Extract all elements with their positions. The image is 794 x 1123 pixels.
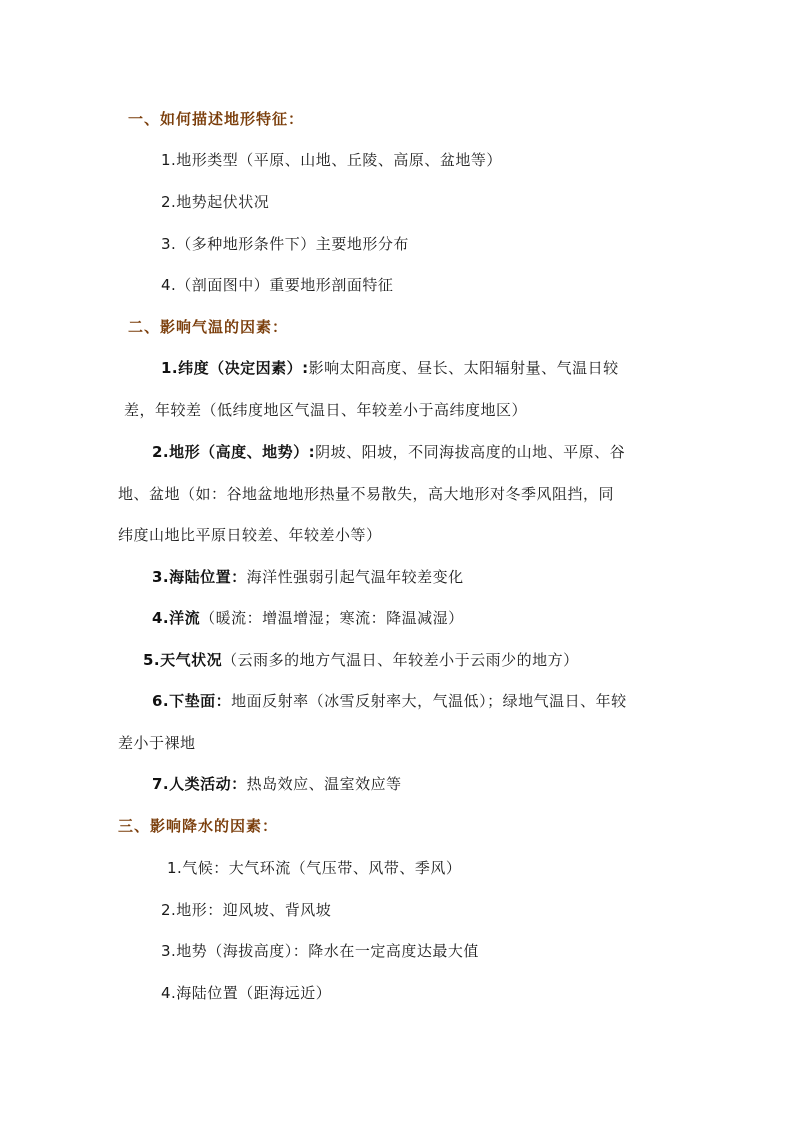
section2-item-7 xyxy=(152,774,402,794)
section2-item-6-label: 6.下垫面： xyxy=(152,692,232,710)
section2-item-3-label: 3.海陆位置： xyxy=(152,568,247,586)
section2-item-4 xyxy=(152,608,464,628)
section1-item-4: 4.（剖面图中）重要地形剖面特征 xyxy=(161,276,394,294)
section2-item-3-text: 海洋性强弱引起气温年较差变化 xyxy=(246,568,464,586)
section2-item-6-text: 地面反射率（冰雪反射率大，气温低）；绿地气温日、年较 xyxy=(231,692,627,710)
section2-item-5-text: （云雨多的地方气温日、年较差小于云雨少的地方） xyxy=(222,651,579,669)
section2-item-3 xyxy=(152,567,464,587)
section2-item-6 xyxy=(152,691,627,711)
section2-item-2-label: 2.地形（高度、地势）: xyxy=(152,443,316,461)
section2-item-1-cont: 差，年较差（低纬度地区气温日、年较差小于高纬度地区） xyxy=(124,401,528,419)
section1-item-3: 3.（多种地形条件下）主要地形分布 xyxy=(161,235,409,253)
section2-item-2-text: 阴坡、阳坡，不同海拔高度的山地、平原、谷 xyxy=(315,443,626,461)
section1-item-1: 1.地形类型（平原、山地、丘陵、高原、盆地等） xyxy=(161,151,502,169)
section3-item-3: 3.地势（海拔高度）：降水在一定高度达最大值 xyxy=(161,942,479,960)
section1-heading: 一、如何描述地形特征： xyxy=(128,110,305,128)
section2-item-2 xyxy=(152,442,625,462)
section2-item-7-text: 热岛效应、温室效应等 xyxy=(246,775,402,793)
section2-item-6-cont: 差小于裸地 xyxy=(118,734,196,752)
section3-heading: 三、影响降水的因素： xyxy=(118,817,279,835)
section3-item-4: 4.海陆位置（距海远近） xyxy=(161,984,332,1002)
section3-item-2: 2.地形：迎风坡、背风坡 xyxy=(161,901,332,919)
section2-item-1-label: 1.纬度（决定因素）: xyxy=(161,359,309,377)
section2-item-4-text: （暖流：增温增湿；寒流：降温减湿） xyxy=(200,609,464,627)
section2-item-1 xyxy=(161,358,619,378)
section2-item-4-label: 4.洋流 xyxy=(152,609,201,627)
section2-item-5 xyxy=(143,650,579,670)
section2-heading: 二、影响气温的因素： xyxy=(128,318,289,336)
section2-item-2-cont-1: 地、盆地（如：谷地盆地地形热量不易散失，高大地形对冬季风阻挡，同 xyxy=(118,485,615,503)
section2-item-7-label: 7.人类活动： xyxy=(152,775,247,793)
section2-item-1-text: 影响太阳高度、昼长、太阳辐射量、气温日较 xyxy=(308,359,619,377)
section2-item-2-cont-2: 纬度山地比平原日较差、年较差小等） xyxy=(118,526,382,544)
section2-item-5-label: 5.天气状况 xyxy=(143,651,223,669)
section3-item-1: 1.气候：大气环流（气压带、风带、季风） xyxy=(167,859,462,877)
section1-item-2: 2.地势起伏状况 xyxy=(161,193,270,211)
